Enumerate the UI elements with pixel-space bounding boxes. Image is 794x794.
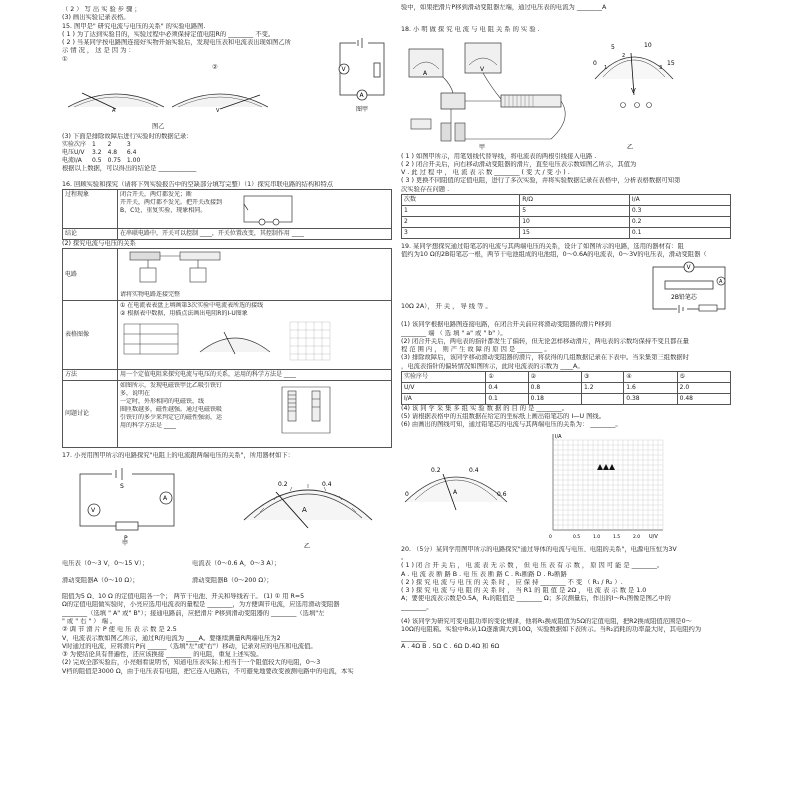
q20-line9: (4) 该同学为研究可变电阻功率的变化规律，他将R₁换成阻值为5Ω的定值电阻，把R2换成阻值范围是0～ [401, 618, 692, 626]
svg-text:A: A [719, 279, 723, 286]
q18-cell: 15 [520, 227, 630, 238]
q19-cell [581, 393, 623, 404]
q16-table-text2: ② 根据表中数据，用描点法画出电阻R的I-U图象 [120, 310, 248, 318]
q19-cell: 1.6 [624, 382, 677, 393]
q20-line10: 10Ω的电阻箱。实验中R₂从1Ω逐渐调大到10Ω，实验数据如下表所示。当R₂消耗的功率最大时，其电阻约为 [401, 626, 702, 634]
left-column [62, 0, 392, 676]
q17-equipment-row1 [62, 560, 392, 568]
svg-text:2: 2 [622, 52, 626, 59]
q19-cell: 0.8 [528, 382, 581, 393]
q16-method-label: 方法 [63, 370, 118, 381]
q15-line1: ( 1 ) 为了达到实验目的，实验过程中必须保持定值电阻R的 ________ 不变。 [62, 30, 275, 38]
q19-data-table [401, 371, 731, 405]
q19-pencil-circuit [647, 259, 731, 317]
q19-cell: U/V [402, 382, 486, 393]
q19-th: ③ [581, 372, 623, 383]
svg-text:0: 0 [549, 534, 552, 540]
q19-th: ① [486, 372, 528, 383]
right-column [401, 0, 731, 651]
q18-figures [401, 35, 731, 153]
q18-line3: V . 此 过 程 中 ， 电 流 表 示 数 ________ ( 变 大 / 变 小 ) . [401, 169, 570, 177]
q19-axis-i: I/A [555, 433, 562, 440]
svg-text:S: S [120, 483, 124, 491]
q19-cell: 0.1 [486, 393, 528, 404]
q16-process-text3: B、C处，重复实验，现象相同。 [120, 207, 207, 215]
q17-continued: 验中，如果把滑片P移到滑动变阻器左端，通过电压表的电流为 ________A [401, 4, 607, 11]
q16-conclusion-label: 结论 [63, 229, 118, 240]
q16-discussion-text6: 用的科学方法是 ____ [120, 421, 176, 429]
q20-line7: A；要使电流表示数是0.5A，R₁的阻值是 ________ Ω；多次测量后，作出的I～R₁图像是图乙中的 [401, 595, 671, 603]
q19-ammeter-figure [401, 450, 511, 522]
q18-apparatus-figure [401, 39, 581, 151]
q19-pencil-label: 2B铅笔芯 [671, 294, 697, 302]
q17-equip-voltmeter: 电压表（0～3 V，0～15 V）； [62, 560, 149, 568]
q16-table-graph-figure [120, 318, 380, 362]
svg-text:0.5: 0.5 [573, 534, 581, 540]
q19-line10: (4) 该 同 学 采 集 多 组 实 验 数 据 的 目 的 是 ________。 [401, 404, 568, 412]
svg-text:A: A [423, 69, 428, 77]
svg-text:A: A [359, 91, 364, 99]
q14-step-line: （ 2 ） 写 出 实 验 步 骤 ； [62, 6, 141, 13]
q18-line2: ( 2 ) 闭合开关后，向右移动滑动变阻器的滑片，直至电压表示数如图乙所示，其值为 [401, 160, 637, 168]
q17-equipment-row2 [62, 577, 392, 585]
q16-discussion-text5: 引铁钉的多少来判定它的磁性强弱，运 [120, 413, 223, 421]
q16-electromagnet-figure [278, 385, 338, 439]
q15-cell: 3 [126, 140, 131, 148]
q19-axis-u: U/V [649, 533, 658, 540]
question-20 [401, 546, 731, 652]
question-19 [401, 243, 731, 542]
q16-circuit-label: 电路 [63, 249, 118, 301]
q19-cell: 0.4 [486, 382, 528, 393]
q18-th-count: 次数 [402, 195, 520, 206]
q15-th-current: 电流I/A [62, 156, 82, 164]
svg-text:P: P [124, 535, 128, 543]
svg-text:0.2: 0.2 [431, 466, 441, 474]
q18-line4: ( 3 ) 更换不同阻值的定值电阻，进行了多次实验，并将实验数据记录在表格中，分析表格数据可知第 [401, 177, 681, 185]
q19-figures [401, 430, 731, 542]
svg-text:5: 5 [611, 43, 615, 51]
q19-line8: (3) 排除故障后，该同学移动滑动变阻器的滑片，将获得的几组数据记录在下表中。当采集第三组数据时 [401, 354, 689, 362]
q19-th: 实验序号 [402, 372, 486, 383]
q16-table-text1: ① 在电流表表盘上填画第3次实验中电流表所选的接线 [120, 302, 264, 310]
q19-line11: (5) 请根据表格中的五组数据在给定的坐标纸上画出铅笔芯的 I—U 图线。 [401, 413, 605, 421]
q18-fig-jia-label: 甲 [479, 143, 486, 151]
svg-text:15: 15 [667, 59, 675, 67]
q20-line6: ( 3 ) 探 究 电 流 与 电 阻 的 关 系 时 ， 当 R1 的 阻 值 是 2Ω ， 电 流 表 示 数 是 1.0 [401, 587, 647, 595]
q17-equip-rheostat-a: 滑动变阻器A（0～10 Ω）； [62, 576, 139, 584]
q17-ammeter-figure [238, 464, 378, 550]
q16-table2 [62, 248, 392, 448]
q17-body-4: " 或 " 右 " ） 端 。 [62, 617, 117, 625]
q19-cell: I/A [402, 393, 486, 404]
q18-cell: 0.3 [629, 205, 730, 216]
q17-title: 17. 小亮用图甲所示的电路探究"电阻上的电流跟两端电压的关系"，所用器材如下： [62, 452, 294, 460]
q20-line11: ________ [401, 634, 427, 642]
q19-line1: 19. 某同学想探究通过铅笔芯的电流与其两端电压的关系，设计了如图所示的电路，选用的器材有：阻 [401, 242, 684, 250]
svg-text:2.0: 2.0 [633, 534, 641, 540]
q17-body-7: V时通过的电流，应将滑片P向 ______（选填"左"或"右"）移动，记录对应的电压和电流值。 [62, 642, 317, 650]
q20-line2: 。 [401, 553, 408, 561]
q17-equip-rheostat-b: 滑动变阻器B（0～200 Ω）； [192, 576, 273, 584]
q16-series-circuit [238, 192, 298, 226]
svg-text:0.2: 0.2 [278, 481, 288, 489]
q19-cell: 2.0 [677, 382, 730, 393]
q18-th-i: I/A [629, 195, 730, 206]
q15-meters-figure [62, 81, 272, 117]
q19-line12: (6) 由画出的图线可知，通过铅笔芯的电流与其两端电压的关系为： ________。 [401, 421, 622, 429]
q20-line5: ( 2 ) 探 究 电 流 与 电 压 的 关 系 时 ， 应 保 持 ________ 不 变 （ R₁ / R₂ ）. [401, 578, 623, 586]
q19-cell: 0.18 [528, 393, 581, 404]
q18-th-r: R/Ω [520, 195, 630, 206]
q20-line4: A . 电 流 表 断 路 B . 电 压 表 断 路 C . R₁断路 D . R₂断路 [401, 570, 567, 578]
q16-discussion-text2: 多，说明在 [120, 390, 151, 398]
q18-line5: 次实验存在问题 . [401, 185, 450, 193]
q18-cell: 0.1 [629, 227, 730, 238]
q17-fig-jia-label: 甲 [122, 540, 129, 547]
q15-cell: 6.4 [126, 148, 137, 156]
svg-text:V: V [631, 86, 636, 95]
q16-circuit-text: 请将实物电路连接完整 [120, 291, 181, 299]
q17-figures [62, 460, 392, 552]
q17-body-2: Ω的定值电阻做实验时，小亮应选用电流表的量程是 ________，为方便调节电流，应选用滑动变阻器 [62, 601, 340, 609]
svg-text:10: 10 [644, 41, 652, 49]
svg-text:1.0: 1.0 [593, 534, 601, 540]
q17-body [62, 593, 392, 676]
q20-line1: 20. （5分）某同学用图甲所示的电路探究"通过导体的电流与电压、电阻的关系"，电源电压恒为3V [401, 545, 677, 553]
svg-text:A: A [453, 488, 458, 496]
svg-text:A: A [112, 107, 116, 114]
q15-line2: ( 2 ) 当某同学按电路图连接好实物开始实验后，发现电压表和电流表出现如图乙所 [62, 39, 292, 47]
q17-body-1: 阻值为5 Ω、10 Ω 的定值电阻各一个； 两节干电池、开关和导线若干。 (1) ① 用 R=5 [62, 593, 305, 601]
q20-options: A . 4Ω B . 5Ω C . 6Ω D.4Ω 和 6Ω [401, 642, 500, 650]
q16-method-text: 用一个定值电阻来探究电流与电压的关系，运用的科学方法是 ____ [118, 370, 392, 381]
q17-equip-ammeter: 电流表（0～0.6 A，0～3 A）； [192, 560, 281, 568]
q17-body-6: V，电流表示数如图乙所示，通过R的电流为 ____A。要继续测量R两端电压为2 [62, 634, 281, 642]
q18-voltmeter-figure [589, 35, 679, 153]
q15-line4b: ② [212, 64, 218, 72]
q19-line3: 10Ω 2A）， 开 关 ， 导 线 等 。 [401, 303, 492, 311]
q15-fig-yi-label: 图乙 [152, 122, 165, 130]
q17-body-8: ③ 为使结论具有普遍性，还应该换接 ________ 的电阻，重复上述实验。 [62, 651, 263, 659]
q16-table1 [62, 189, 392, 240]
q15-line5: (3) 下面是排除故障后进行实验时的数据记录： [62, 132, 193, 140]
q16-discussion-text3: 一定时，外形相同的电磁铁，线 [120, 397, 205, 405]
svg-text:A: A [163, 495, 168, 503]
q16-discussion-label: 问题讨论 [63, 381, 118, 448]
svg-text:0: 0 [593, 59, 597, 67]
q19-line9: ，电流表指针的偏转情况如图所示，此时电流表的示数为 ____A。 [401, 362, 584, 370]
svg-text:V: V [216, 107, 220, 114]
q18-cell: 5 [520, 205, 630, 216]
q17-body-10: V档的阻值是3000 Ω，由于电压表有电阻，把它连入电路后，不可避免地要改变被测电路中的电流，本实 [62, 667, 354, 675]
q18-cell: 1 [402, 205, 520, 216]
q15-line4a: ① [62, 55, 68, 63]
q18-cell: 0.2 [629, 216, 730, 227]
q19-line6: (2) 闭合开关后，两电表的指针都发生了偏转，但无论怎样移动滑片，两电表的示数均保持不变且都在量 [401, 337, 689, 345]
q16-sub2: (2) 探究电流与电压的关系 [62, 240, 136, 248]
q19-line2: 值约为10 Ω的2B铅笔芯一根，两节干电池组成的电池组，0～0.6A的电流表，0～3V的电压表，滑动变阻器（ [401, 251, 707, 258]
q16-physical-circuit [120, 250, 240, 288]
q19-th: ④ [624, 372, 677, 383]
svg-text:V: V [341, 65, 346, 73]
q17-body-9: (2) 完成全部实验后，小亮细看说明书，知道电压表实际上相当于一个阻值较大的电阻，0～3 [62, 659, 321, 667]
q15-cell: 3.2 [92, 148, 102, 156]
q20-line8: ________。 [401, 603, 433, 611]
q20-line3: ( 1 ) 闭 合 开 关 后 ， 电 流 表 无 示 数 ， 但 电 压 表 有 示 数 ， 原 因 可 能 是 ________。 [401, 562, 664, 570]
svg-text:3: 3 [659, 64, 663, 71]
question-15 [62, 23, 392, 173]
q14-table-line: (3) 画出实验记录表格。 [62, 14, 130, 22]
svg-text:V: V [686, 264, 691, 272]
svg-text:1.5: 1.5 [613, 534, 621, 540]
q18-line1: ( 1 ) 如图甲所示，用笔划线代替导线，将电流表的两根引线接入电路 . [401, 152, 597, 160]
q16-conclusion-text: 在串联电路中，开关可以控制 ____，开关位置改变，其控制作用 ____ [118, 229, 392, 240]
q19-th: ② [528, 372, 581, 383]
q19-cell: 1.2 [581, 382, 623, 393]
q19-cell: 0.48 [677, 393, 730, 404]
q19-line5: ________ 端 （ 选 填 " a" 或 " b" ）。 [401, 329, 507, 337]
q15-cell: 0.75 [107, 156, 121, 164]
svg-text:V: V [91, 507, 96, 515]
q15-th-voltage: 电压U/V [62, 148, 85, 156]
q19-cell: 0.38 [624, 393, 677, 404]
q15-cell: 4.8 [107, 148, 118, 156]
q18-cell: 2 [402, 216, 520, 227]
q15-cell: 1 [92, 140, 96, 148]
q16-title: 16. 回顾实验和探究（请将下列实验报告中的空缺部分填写完整）（1）探究串联电路的结构和特点 [62, 180, 334, 188]
svg-text:V: V [480, 65, 485, 73]
svg-text:0.4: 0.4 [322, 481, 332, 489]
q16-table-graph-label: 表格图像 [63, 301, 118, 370]
q16-process-text1: 闭合开关，两灯都发光；断 [120, 191, 193, 199]
q18-cell: 10 [520, 216, 630, 227]
q15-cell: 0.5 [92, 156, 102, 164]
q19-figure-area [401, 259, 731, 317]
q15-conclusion: 根据以上数据，可以得出的结论是 ____________ [62, 164, 197, 172]
q16-process-text2: 开开关，两灯都不发光。把开关改接到 [120, 199, 223, 207]
q16-discussion-text1: 如图所示，发现电磁铁甲比乙吸引铁钉 [120, 382, 223, 390]
q17-fig-yi-label: 乙 [304, 543, 311, 551]
q16-discussion-text4: 圈匝数越多，磁性越强。通过电磁铁吸 [120, 405, 223, 413]
svg-text:0.6: 0.6 [497, 490, 507, 498]
q15-th-order: 实验次序 [62, 140, 87, 148]
q17-body-3: ________（选填 " A" 或" B"）；接通电路前，应把滑片 P移到滑动变阻器的 ________（选填"左 [62, 609, 325, 617]
q17-circuit-diagram [72, 466, 182, 546]
q17-body-5: ② 调 节 滑 片 P 使 电 压 表 示 数 是 2.5 [62, 626, 177, 634]
q15-line3: 示 情 况 ， 这 是 因 为 ： [62, 47, 135, 55]
q15-fig-jia-label: 图甲 [356, 105, 369, 113]
q18-cell: 3 [402, 227, 520, 238]
svg-text:A: A [302, 506, 307, 515]
q18-data-table [401, 194, 731, 239]
q15-cell: 2 [107, 140, 112, 148]
q19-line4: (1) 该同学根据电路图连接电路，在闭合开关前应将滑动变阻器的滑片P移到 [401, 321, 611, 329]
q15-cell: 1.00 [126, 156, 141, 164]
q18-fig-yi-label: 乙 [627, 143, 634, 151]
q18-title: 18. 小 明 做 探 究 电 流 与 电 阻 关 系 的 实 验 . [401, 26, 540, 34]
q15-circuit-diagram [334, 35, 390, 113]
q15-title: 15. 图甲是" 研究电流与电压的关系" 的实验电路图. [62, 22, 206, 30]
svg-text:1: 1 [604, 64, 608, 71]
q19-th: ⑤ [677, 372, 730, 383]
q16-process-label: 过程现象 [63, 190, 118, 229]
svg-text:0: 0 [405, 490, 409, 498]
svg-text:0.4: 0.4 [469, 466, 479, 474]
q19-line7: 程 范 围 内 ， 则 产 生 故 障 的 原 因 是 ________ 。 [401, 346, 551, 354]
q19-iu-grid [539, 430, 669, 542]
